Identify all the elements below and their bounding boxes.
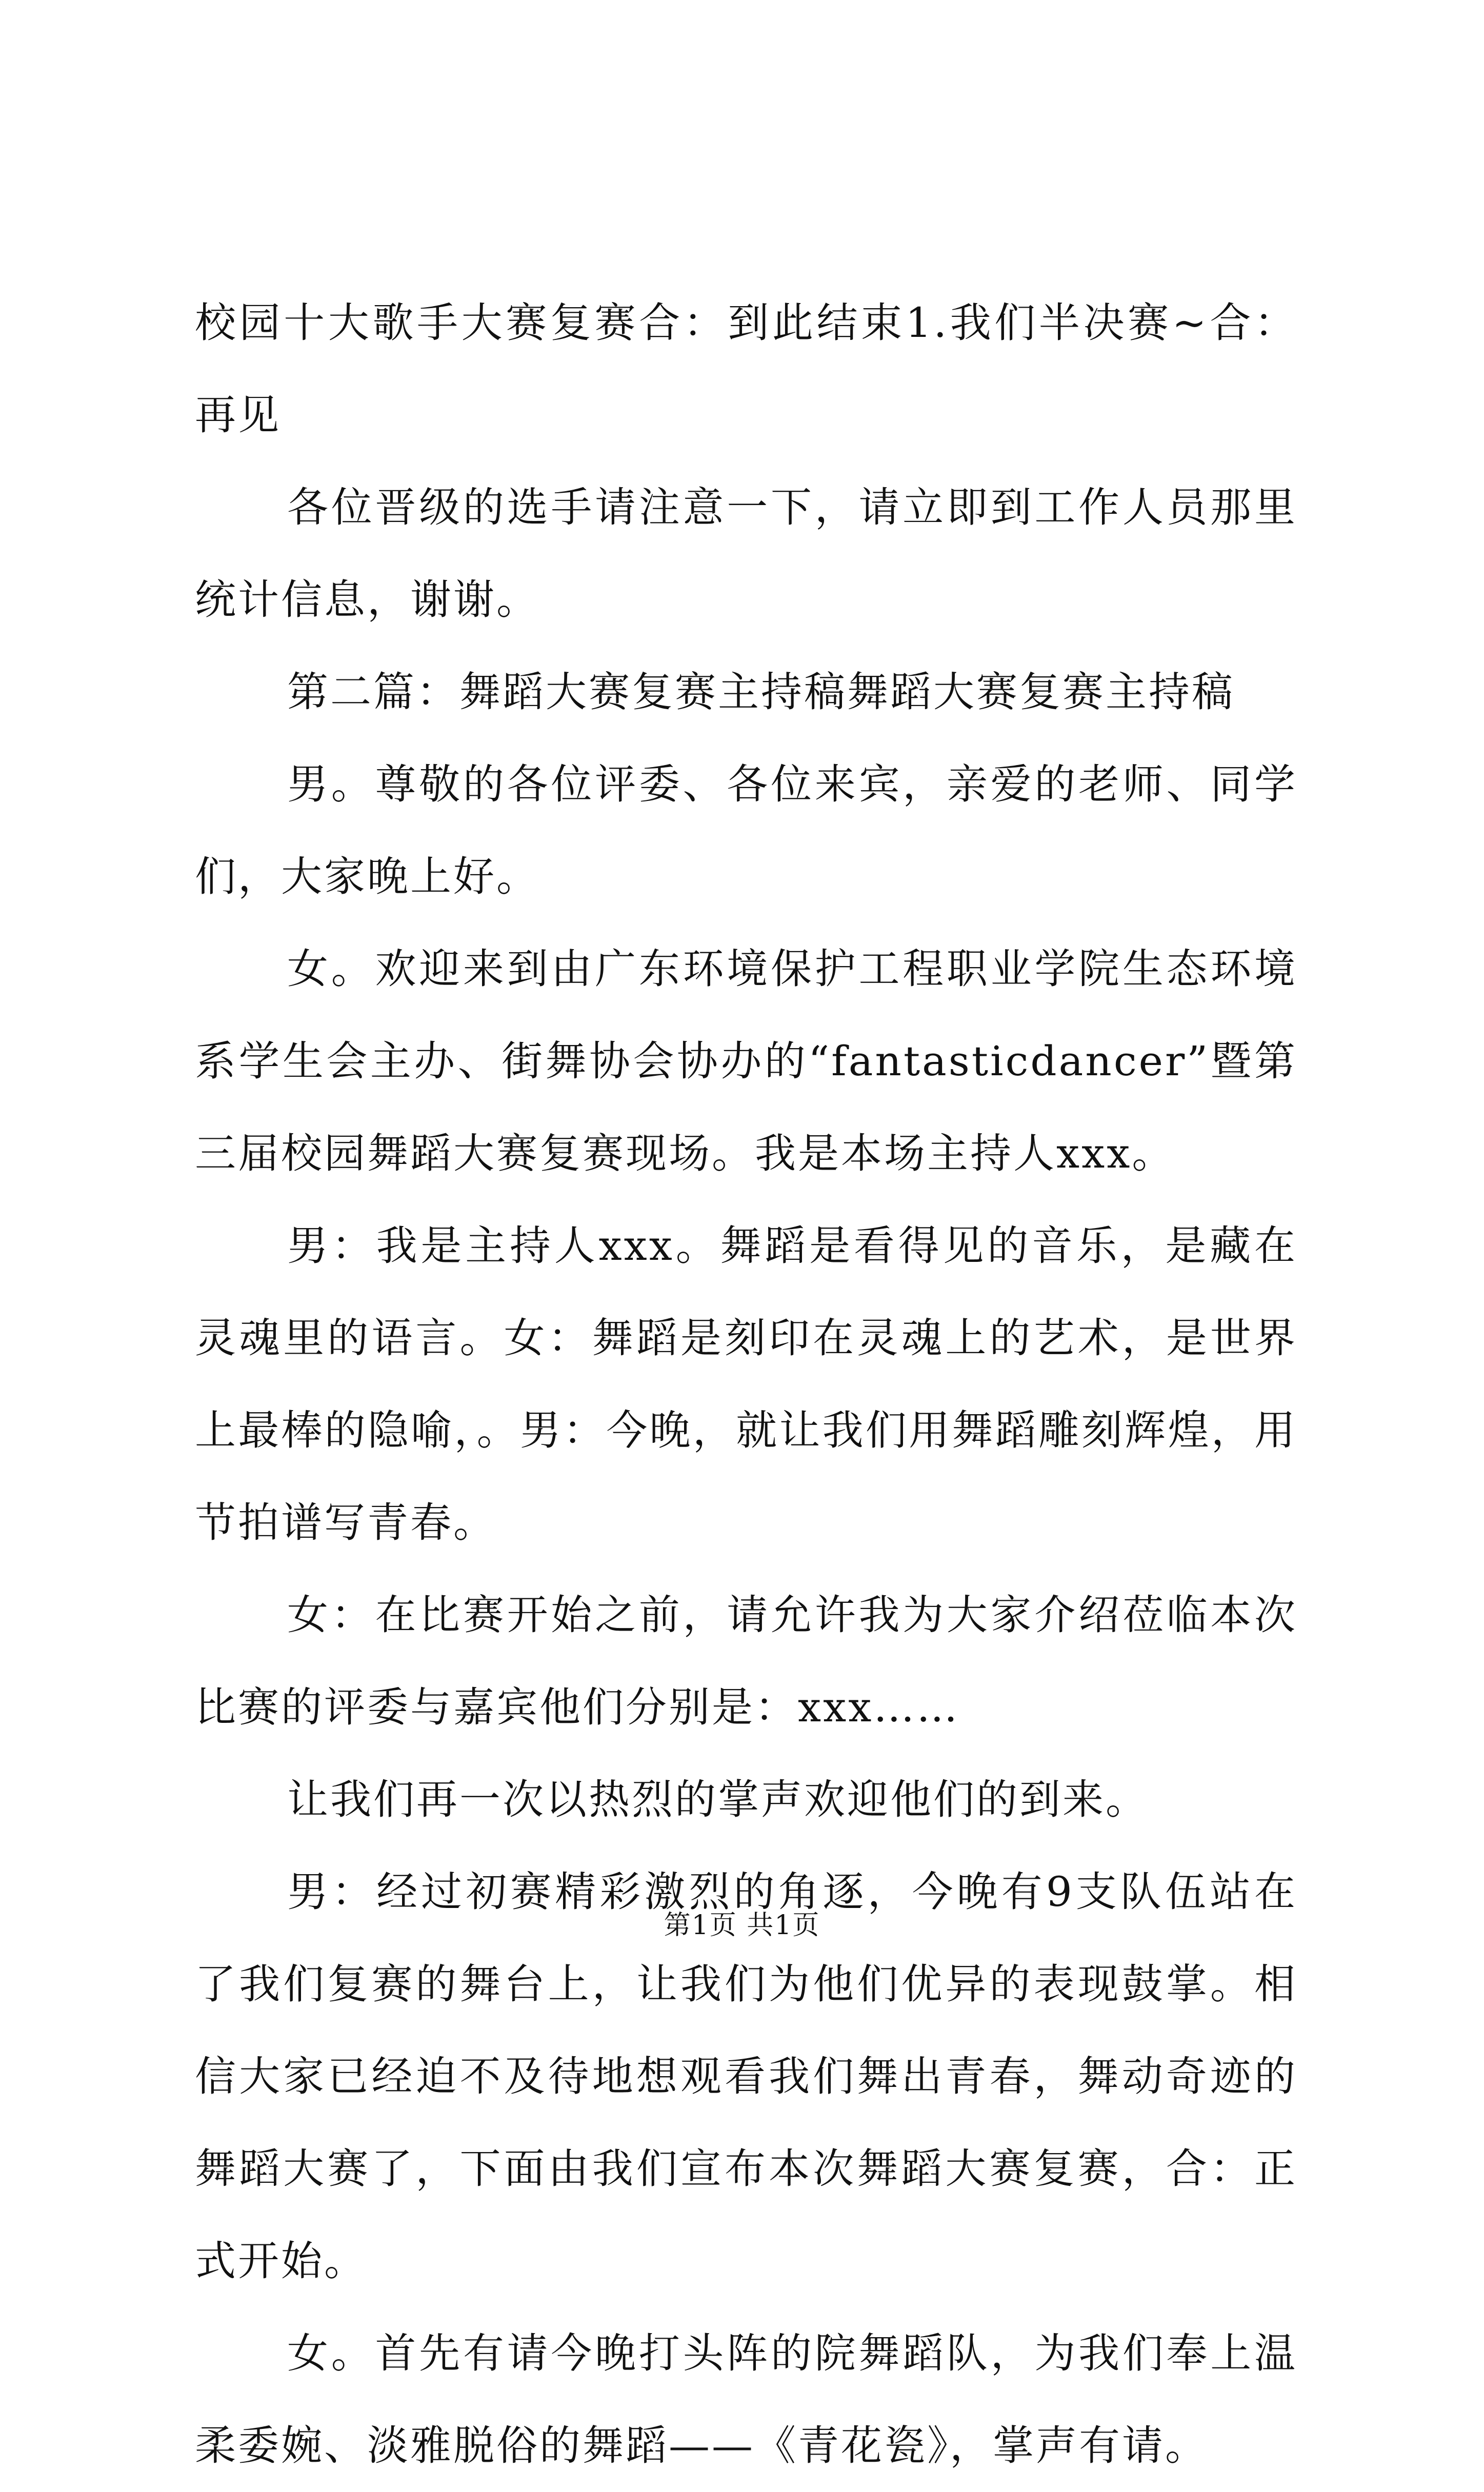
paragraph-8: 让我们再一次以热烈的掌声欢迎他们的到来。: [287, 1776, 1149, 1823]
paragraph-7: 女：在比赛开始之前，请允许我为大家介绍莅临本次比赛的评委与嘉宾他们分别是：xxx……: [195, 1591, 1297, 1731]
paragraph-6: 男：我是主持人xxx。舞蹈是看得见的音乐，是藏在灵魂里的语言。女：舞蹈是刻印在灵魂上的艺术，是世界上最棒的隐喻，。男：今晚，就让我们用舞蹈雕刻辉煌，用节拍谱写青春。: [195, 1222, 1297, 1546]
paragraph-1: 校园十大歌手大赛复赛合：到此结束1.我们半决赛~合：再见: [195, 299, 1297, 439]
document-body: [195, 277, 1297, 2492]
paragraph-10: 女。首先有请今晚打头阵的院舞蹈队，为我们奉上温柔委婉、淡雅脱俗的舞蹈——《青花瓷》，掌声有请。: [195, 2329, 1297, 2469]
page-number-footer: 第1页 共1页: [664, 1910, 820, 1941]
paragraph-9: 男：经过初赛精彩激烈的角逐，今晚有9支队伍站在了我们复赛的舞台上，让我们为他们优异的表现鼓掌。相信大家已经迫不及待地想观看我们舞出青春，舞动奇迹的舞蹈大赛了，下面由我们宣布本次舞蹈大赛复赛，合：正式开始。: [195, 1868, 1297, 2285]
paragraph-5: 女。欢迎来到由广东环境保护工程职业学院生态环境系学生会主办、街舞协会协办的“fantasticdancer”暨第三届校园舞蹈大赛复赛现场。我是本场主持人xxx。: [195, 945, 1297, 1177]
paragraph-2: 各位晋级的选手请注意一下，请立即到工作人员那里统计信息，谢谢。: [195, 484, 1297, 624]
paragraph-3: 第二篇：舞蹈大赛复赛主持稿舞蹈大赛复赛主持稿: [287, 668, 1235, 716]
paragraph-4: 男。尊敬的各位评委、各位来宾，亲爱的老师、同学们，大家晚上好。: [195, 760, 1297, 900]
